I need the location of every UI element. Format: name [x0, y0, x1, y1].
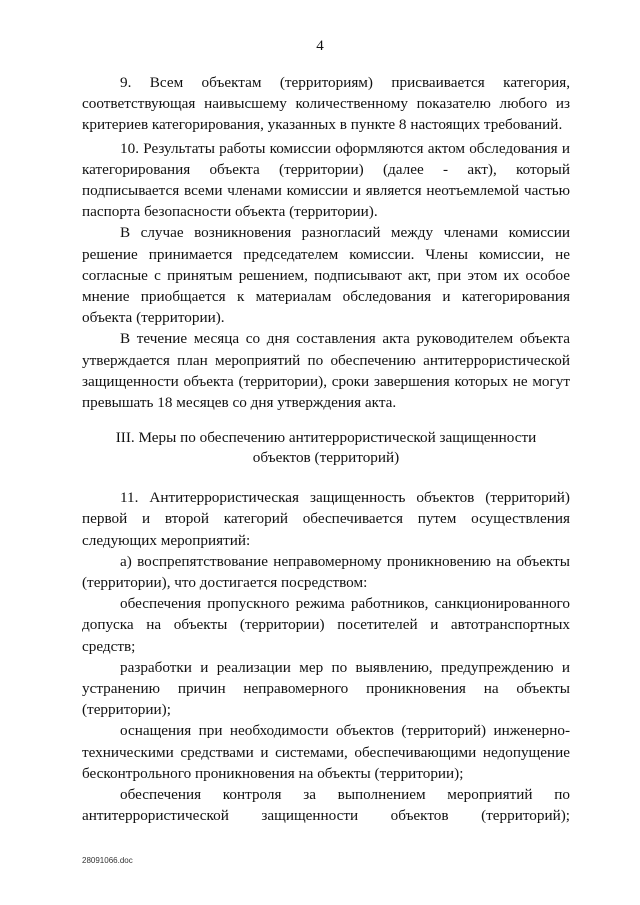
item-control-execution: обеспечения контроля за выполнением мероприятий по антитеррористической защищенности объектов (территорий);	[82, 786, 570, 825]
section-heading-line-1: III. Меры по обеспечению антитеррористической защищенности	[115, 429, 537, 447]
footer-filename: 28091066.doc	[82, 856, 133, 865]
item-prevention-measures: разработки и реализации мер по выявлению, предупреждению и устранению причин неправомерного проникновения на объекты (территории);	[82, 658, 570, 719]
section-heading	[82, 428, 570, 468]
item-access-control: обеспечения пропускного режима работников, санкционированного допуска на объекты (территории) посетителей и автотранспортных средств;	[82, 595, 570, 655]
paragraph-9: 9. Всем объектам (территориям) присваивается категория, соответствующая наивысшему количественному показателю любого из критериев категорирования, указанных в пункте 8 настоящих требований.	[82, 74, 570, 134]
page-number: 4	[316, 38, 324, 54]
document-body	[82, 72, 570, 827]
subparagraph-a: а) воспрепятствование неправомерному проникновению на объекты (территории), что достигается посредством:	[82, 552, 570, 592]
section-heading-line-2: объектов (территорий)	[252, 449, 400, 467]
paragraph-action-plan: В течение месяца со дня составления акта руководителем объекта утверждается план мероприятий по обеспечению антитеррористической защищенности объекта (территории), сроки завершения которых не могут превышать 18 месяцев со дня утверждения акта.	[82, 330, 570, 412]
paragraph-10: 10. Результаты работы комиссии оформляются актом обследования и категорирования объекта (территории) (далее - акт), который подписывается всеми членами комиссии и является неотъемлемой частью паспорта безопасности объекта (территории).	[82, 139, 570, 221]
item-technical-equipment: оснащения при необходимости объектов (территорий) инженерно-техническими средствами и системами, обеспечивающими недопущение бесконтрольного проникновения на объекты (территории);	[82, 722, 570, 782]
paragraph-11: 11. Антитеррористическая защищенность объектов (территорий) первой и второй категорий обеспечивается путем осуществления следующих мероприятий:	[82, 489, 570, 549]
paragraph-disagreement: В случае возникновения разногласий между членами комиссии решение принимается председателем комиссии. Члены комиссии, не согласные с принятым решением, подписывают акт, при этом их особое мнение приобщается к материалам обследования и категорирования объекта (территории).	[82, 224, 570, 327]
